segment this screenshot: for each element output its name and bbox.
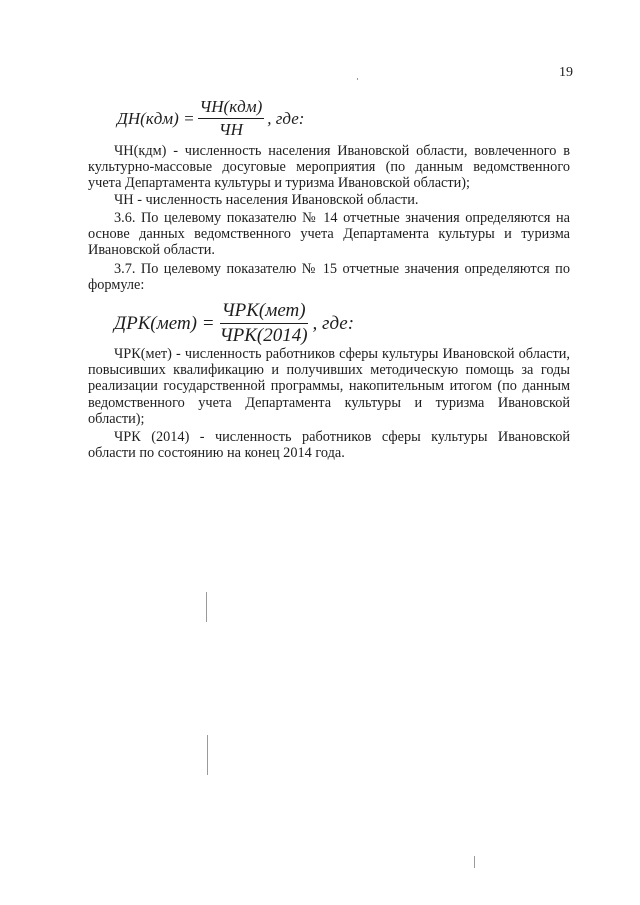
formula-dn-denominator: ЧН [218,120,243,139]
scan-speck [474,856,475,868]
formula-drk-lhs: ДРК(мет) = [114,312,215,334]
scan-speck [206,592,207,622]
formula-drk-suffix: , где: [312,312,355,334]
formula-drk-denominator: ЧРК(2014) [219,325,308,346]
page-number: 19 [559,65,573,80]
paragraph-3-6: 3.6. По целевому показателю № 14 отчетные значения определяются на основе данных ведомственного учета Департамента культуры и туризма Ивановской области. [88,210,570,259]
formula-dn-fraction [198,97,265,140]
formula-drk-fraction [218,300,310,347]
paragraph-chn-kdm: ЧН(кдм) - численность населения Ивановской области, вовлеченного в культурно-массовые досуговые мероприятия (по данным ведомственного учета Департамента культуры и туризма Ивановской области); [88,143,570,192]
paragraph-chrk-met: ЧРК(мет) - численность работников сферы культуры Ивановской области, повысивших квалификацию и получивших методическую помощь за годы реализации государственной программы, накопительным итогом (по данным ведомственного учета Департамента культуры и туризма Ивановской области); [88,346,570,427]
formula-drk [114,300,354,347]
scan-speck [357,78,358,80]
scan-speck [207,735,208,775]
formula-drk-numerator: ЧРК(мет) [220,300,308,324]
formula-dn [117,97,304,140]
paragraph-3-7: 3.7. По целевому показателю № 15 отчетные значения определяются по формуле: [88,261,570,294]
formula-dn-suffix: , где: [267,108,305,128]
formula-dn-numerator: ЧН(кдм) [198,97,265,119]
formula-dn-lhs: ДН(кдм) = [117,108,195,128]
paragraph-chrk-2014: ЧРК (2014) - численность работников сферы культуры Ивановской области по состоянию на конец 2014 года. [88,429,570,462]
paragraph-chn: ЧН - численность населения Ивановской области. [114,192,419,208]
